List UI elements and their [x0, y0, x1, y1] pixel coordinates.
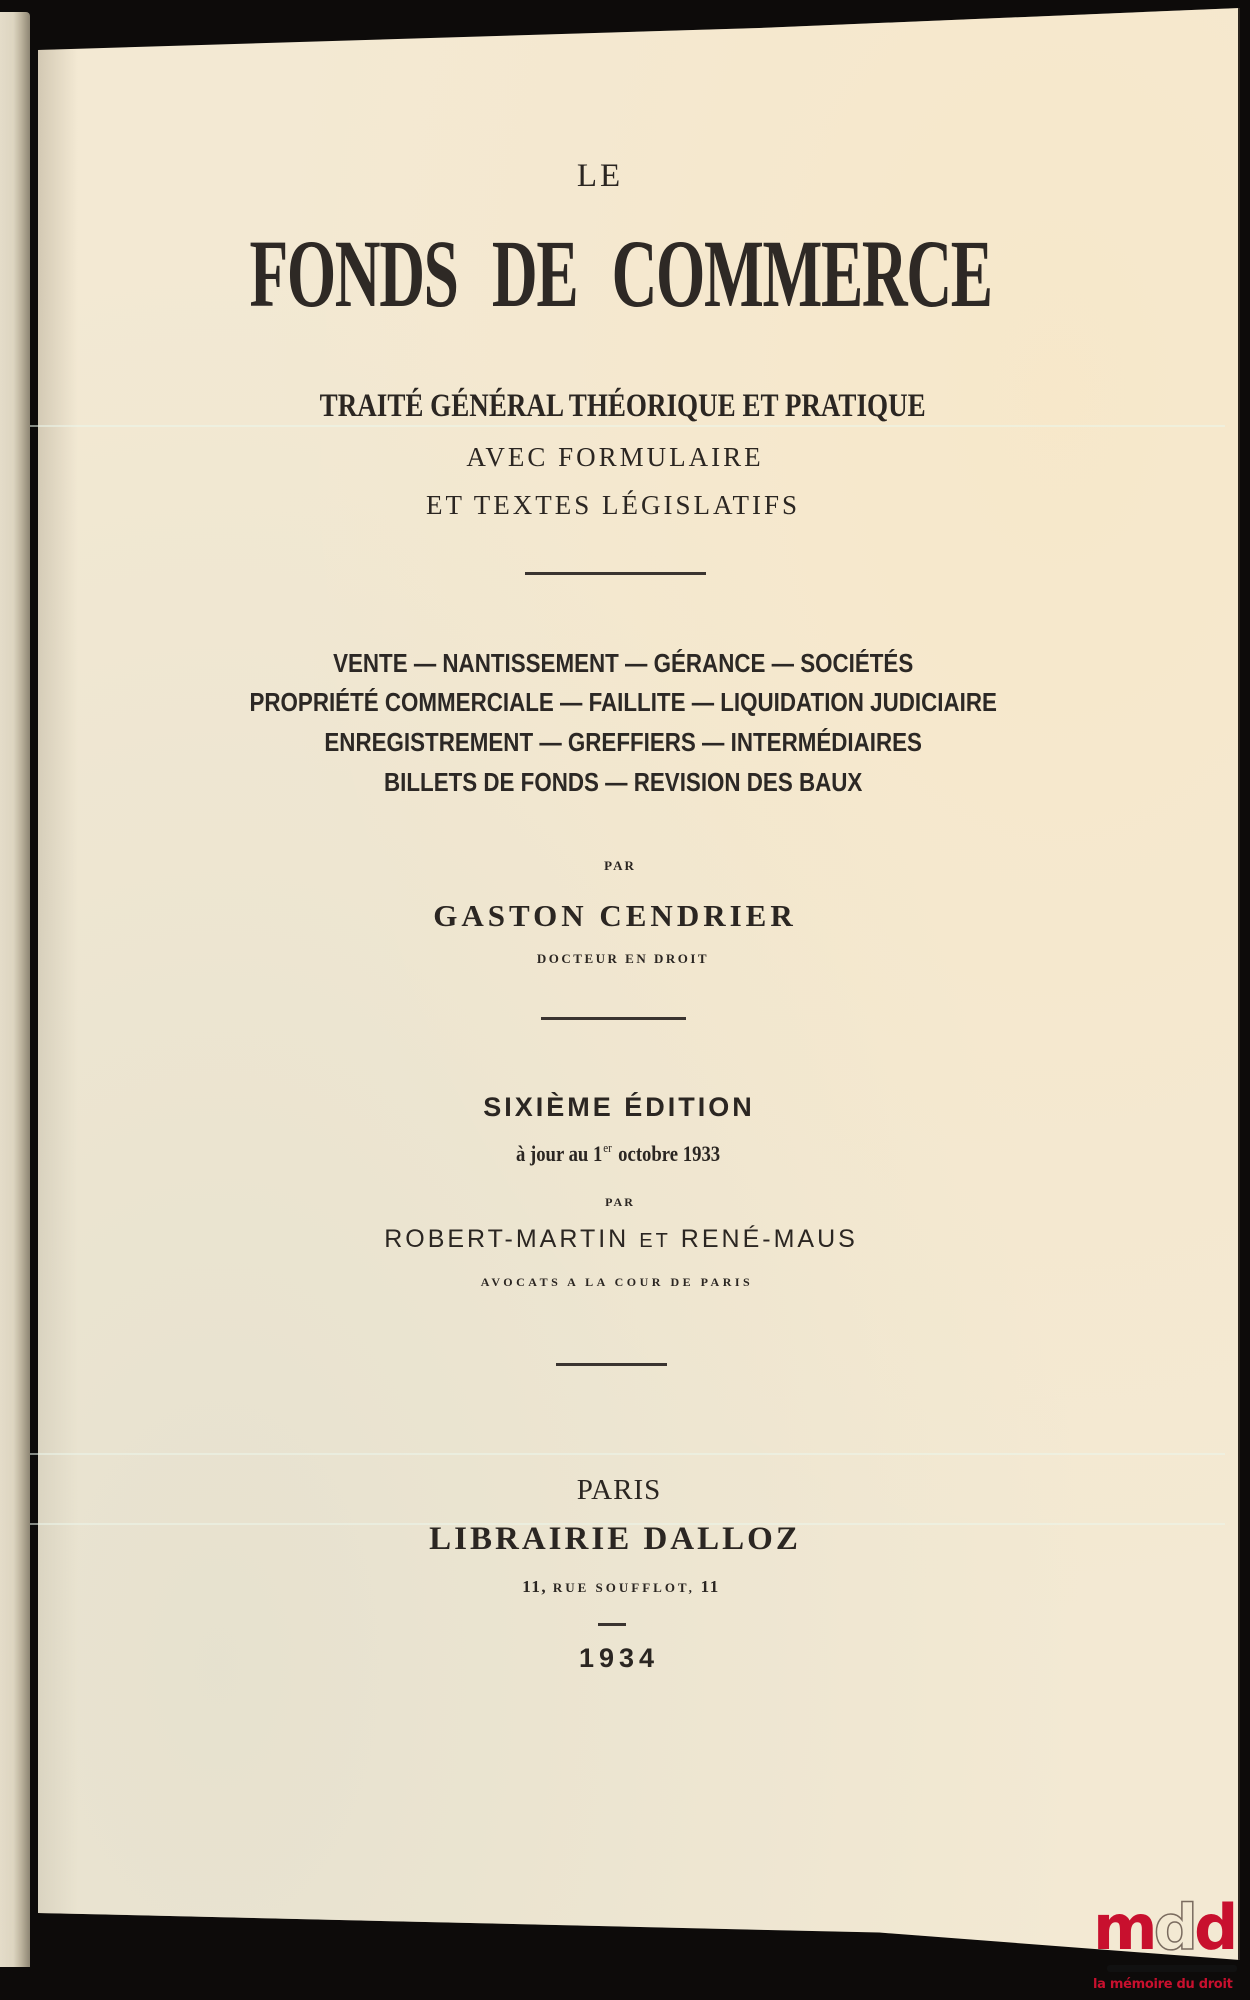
mdd-logo-mark [1093, 1891, 1235, 1964]
topics-line-3: ENREGISTREMENT — GREFFIERS — INTERMÉDIAIRES [324, 727, 922, 757]
topics-line-1: VENTE — NANTISSEMENT — GÉRANCE — SOCIÉTÉS [333, 648, 914, 678]
logo-letter-d-outline: d [1153, 1891, 1194, 1964]
divider-rule [541, 1017, 686, 1020]
revisers-by-label: PAR [605, 1195, 635, 1209]
address-number-1: 11, [522, 1577, 548, 1596]
mdd-watermark-logo [1093, 1891, 1245, 1997]
address-street: RUE SOUFFLOT, [552, 1580, 695, 1595]
edition-date-ordinal: er [603, 1140, 612, 1155]
publisher-city: PARIS [576, 1474, 662, 1506]
author-name: GASTON CENDRIER [433, 898, 797, 933]
revisers-title: AVOCATS A LA COUR DE PARIS [480, 1275, 754, 1289]
revisers-names [0, 1225, 1246, 1254]
edition-date-suffix: octobre 1933 [613, 1141, 721, 1166]
short-dash-rule [598, 1623, 626, 1626]
logo-underline-bar [1107, 1965, 1237, 1972]
main-title: FONDS DE COMMERCE [249, 220, 992, 327]
by-label: PAR [604, 858, 636, 873]
publisher-address [0, 1577, 1246, 1597]
edition-date [87, 1140, 1150, 1167]
edition-label: SIXIÈME ÉDITION [483, 1092, 755, 1122]
title-article: LE [576, 158, 624, 194]
publication-year: 1934 [578, 1643, 660, 1673]
subtitle-line-2: AVEC FORMULAIRE [466, 442, 764, 472]
divider-rule [525, 572, 706, 575]
logo-tagline: la mémoire du droit [1093, 1977, 1233, 1992]
author-title: DOCTEUR EN DROIT [536, 951, 710, 966]
topics-line-2: PROPRIÉTÉ COMMERCIALE — FAILLITE — LIQUIDATION JUDICIAIRE [249, 687, 997, 717]
revisers-conjunction: ET [639, 1230, 671, 1252]
logo-letter-d: d [1194, 1891, 1235, 1964]
publisher-name: LIBRAIRIE DALLOZ [429, 1521, 801, 1557]
address-number-2: 11 [700, 1577, 720, 1596]
logo-letter-m: m [1093, 1891, 1154, 1964]
subtitle-line-1: TRAITÉ GÉNÉRAL THÉORIQUE ET PRATIQUE [319, 388, 926, 424]
edition-date-prefix: à jour au 1 [515, 1141, 603, 1166]
reviser-2-name: RENÉ-MAUS [680, 1225, 858, 1253]
topics-line-4: BILLETS DE FONDS — REVISION DES BAUX [384, 767, 863, 797]
subtitle-line-3: ET TEXTES LÉGISLATIFS [425, 490, 800, 520]
divider-rule [556, 1363, 667, 1366]
reviser-1-name: ROBERT-MARTIN [384, 1225, 630, 1253]
